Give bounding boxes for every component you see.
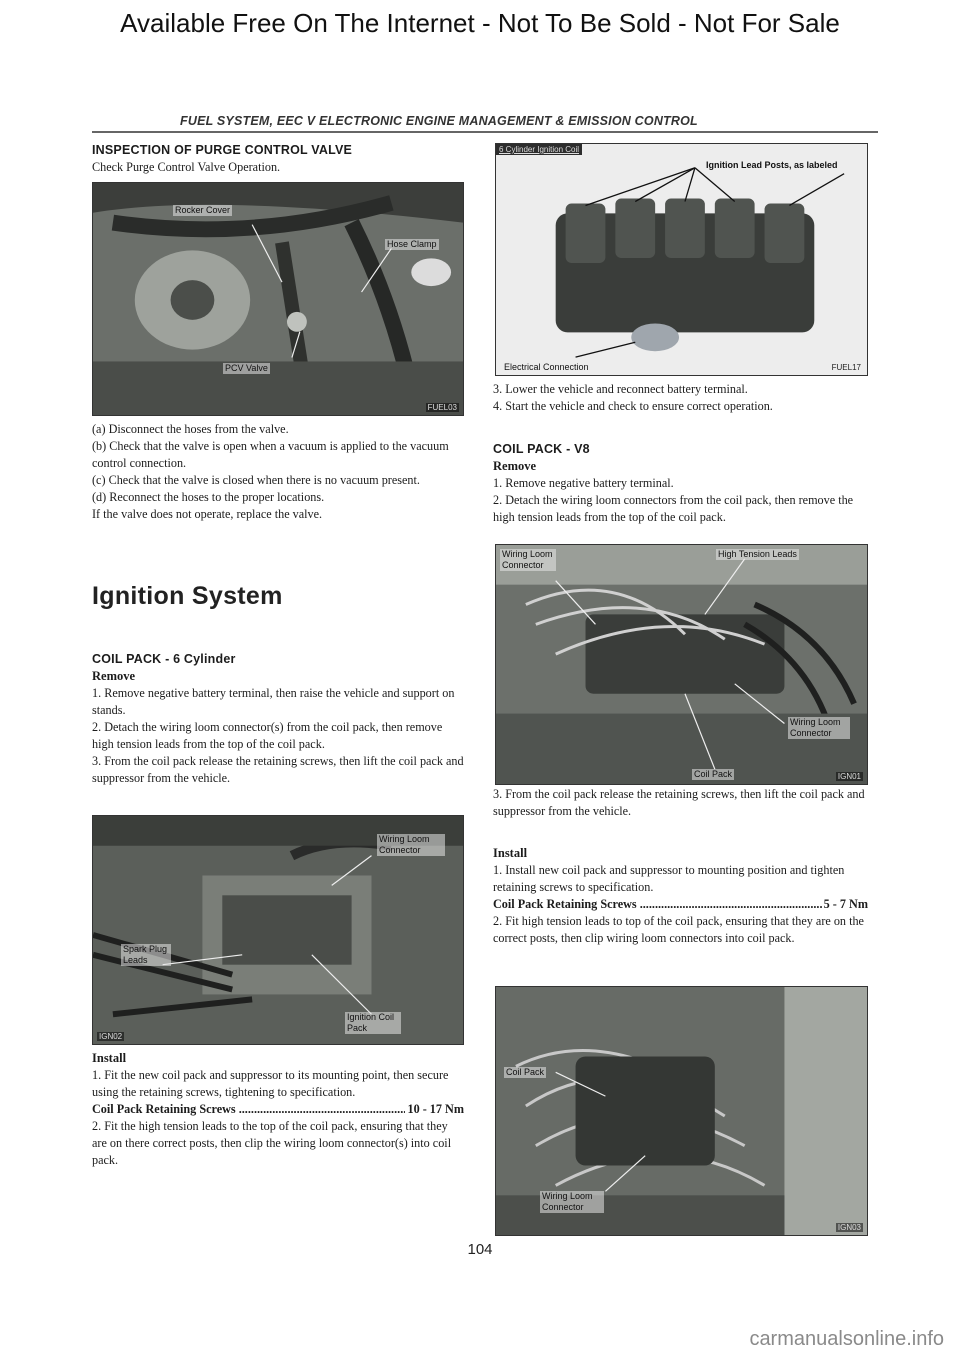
header-rule xyxy=(92,131,878,133)
photo-code: IGN01 xyxy=(837,772,861,781)
footer-watermark-link[interactable]: carmanualsonline.info xyxy=(749,1328,944,1350)
coil6-remove-step-3: 3. From the coil pack release the retaining screws, then lift the coil pack and suppressor from the vehicle. xyxy=(92,754,464,785)
purge-step-4: 4. Start the vehicle and check to ensure correct operation. xyxy=(493,399,773,413)
purge-step-a: (a) Disconnect the hoses from the valve. xyxy=(92,422,289,436)
coil6-photo xyxy=(92,815,464,1045)
purge-step-3: 3. Lower the vehicle and reconnect battery terminal. xyxy=(493,382,748,396)
free-distribution-banner: Available Free On The Internet - Not To Be Sold - Not For Sale xyxy=(120,8,840,38)
spec-value: 5 - 7 Nm xyxy=(823,897,868,911)
coil6-remove-heading: Remove xyxy=(92,669,136,683)
purge-valve-heading: INSPECTION OF PURGE CONTROL VALVE xyxy=(92,143,353,157)
spec-label: Coil Pack Retaining Screws ..... xyxy=(92,1101,405,1118)
coilv8-illustration xyxy=(496,545,867,784)
spec-label: Coil Pack Retaining Screws ..... xyxy=(493,896,822,913)
photo-code: FUEL03 xyxy=(427,403,457,412)
coil6-remove-section xyxy=(92,651,464,787)
chapter-title: Ignition System xyxy=(92,582,283,610)
photo-label-electrical-connection: Electrical Connection xyxy=(504,362,589,372)
spec-value: 10 - 17 Nm xyxy=(407,1102,464,1116)
purge-valve-steps xyxy=(92,421,464,523)
coilv8-torque-spec xyxy=(493,896,868,913)
coil6-remove-step-2: 2. Detach the wiring loom connector(s) from the coil pack, then remove high tension leads from the top of the coil pack. xyxy=(92,720,443,751)
pcv-valve-illustration xyxy=(93,183,463,415)
coil6-heading: COIL PACK - 6 Cylinder xyxy=(92,652,236,666)
coilv8-remove-step-3: 3. From the coil pack release the retaining screws, then lift the coil pack and suppressor from the vehicle. xyxy=(493,787,865,818)
photo-label-coil-pack: Coil Pack xyxy=(694,769,733,779)
coilv8-heading: COIL PACK - V8 xyxy=(493,442,590,456)
purge-valve-section xyxy=(92,142,464,176)
photo-label-coil-pack: Coil Pack xyxy=(506,1067,545,1077)
coil6-install-step-2: 2. Fit the high tension leads to the top of the coil pack, ensuring that they are on there correct posts, then clip the wiring loom connector(s) into coil pack. xyxy=(92,1119,452,1167)
photo-label-ignition-lead-posts: Ignition Lead Posts, as labeled xyxy=(706,160,838,170)
coilv8-install-photo xyxy=(495,986,868,1236)
photo-label-ignition-coil-pack: Ignition Coil Pack xyxy=(345,1012,401,1034)
purge-note: If the valve does not operate, replace the valve. xyxy=(92,507,323,521)
coil6-install-step-1: 1. Fit the new coil pack and suppressor to its mounting point, then secure using the retaining screws, tightening to specification. xyxy=(92,1068,449,1099)
coil6-install-heading: Install xyxy=(92,1051,127,1065)
purge-step-d: (d) Reconnect the hoses to the proper locations. xyxy=(92,490,325,504)
photo-label-spark-plug-leads: Spark Plug Leads xyxy=(121,944,171,966)
photo-code: IGN03 xyxy=(837,1223,861,1232)
coilv8-remove-step-1: 1. Remove negative battery terminal. xyxy=(493,476,674,490)
photo-caption-strip: 6 Cylinder Ignition Coil xyxy=(496,144,582,155)
page-number: 104 xyxy=(467,1241,493,1258)
coilv8-remove-step-2: 2. Detach the wiring loom connectors from the coil pack, then remove the high tension leads from the top of the coil pack. xyxy=(493,493,854,524)
coilv8-install-heading: Install xyxy=(493,846,528,860)
photo-label-pcv-valve: PCV Valve xyxy=(225,363,268,373)
coilv8-remove-heading: Remove xyxy=(493,459,537,473)
photo-label-wiring-loom-connector: Wiring Loom Connector xyxy=(500,549,556,571)
coilv8-install-step-1: 1. Install new coil pack and suppressor to mounting position and tighten retaining screws to specification. xyxy=(493,863,845,894)
coil6-torque-spec xyxy=(92,1101,464,1118)
photo-label-high-tension-leads: High Tension Leads xyxy=(718,549,797,559)
pcv-valve-photo xyxy=(92,182,464,416)
coil6-install-section xyxy=(92,1050,464,1169)
ignition-coil-photo xyxy=(495,143,868,376)
coilv8-remove-section xyxy=(493,441,868,526)
coil6-remove-step-1: 1. Remove negative battery terminal, then raise the vehicle and support on stands. xyxy=(92,686,455,717)
photo-code: IGN02 xyxy=(99,1032,123,1041)
coilv8-step3 xyxy=(493,786,868,820)
photo-label-wiring-loom-connector: Wiring Loom Connector xyxy=(540,1191,604,1213)
photo-label-hose-clamp: Hose Clamp xyxy=(387,239,437,249)
photo-label-wiring-loom-connector: Wiring Loom Connector xyxy=(377,834,445,856)
purge-step-c: (c) Check that the valve is closed when there is no vacuum present. xyxy=(92,473,420,487)
running-header: FUEL SYSTEM, EEC V ELECTRONIC ENGINE MANAGEMENT & EMISSION CONTROL xyxy=(180,114,698,128)
purge-valve-intro: Check Purge Control Valve Operation. xyxy=(92,160,281,174)
purge-steps-continued xyxy=(493,381,868,415)
photo-label-wiring-loom-connector-2: Wiring Loom Connector xyxy=(788,717,850,739)
ignition-coil-illustration xyxy=(496,144,867,375)
purge-step-b: (b) Check that the valve is open when a vacuum is applied to the vacuum control connection. xyxy=(92,439,449,470)
coilv8-install-section xyxy=(493,845,868,947)
photo-label-rocker-cover: Rocker Cover xyxy=(175,205,231,215)
photo-code: FUEL17 xyxy=(831,363,861,372)
ignition-chapter xyxy=(92,582,464,610)
coilv8-photo xyxy=(495,544,868,785)
coilv8-install-step-2: 2. Fit high tension leads to top of the coil pack, ensuring that they are on the correct posts, then clip wiring loom connectors into coil pack. xyxy=(493,914,864,945)
